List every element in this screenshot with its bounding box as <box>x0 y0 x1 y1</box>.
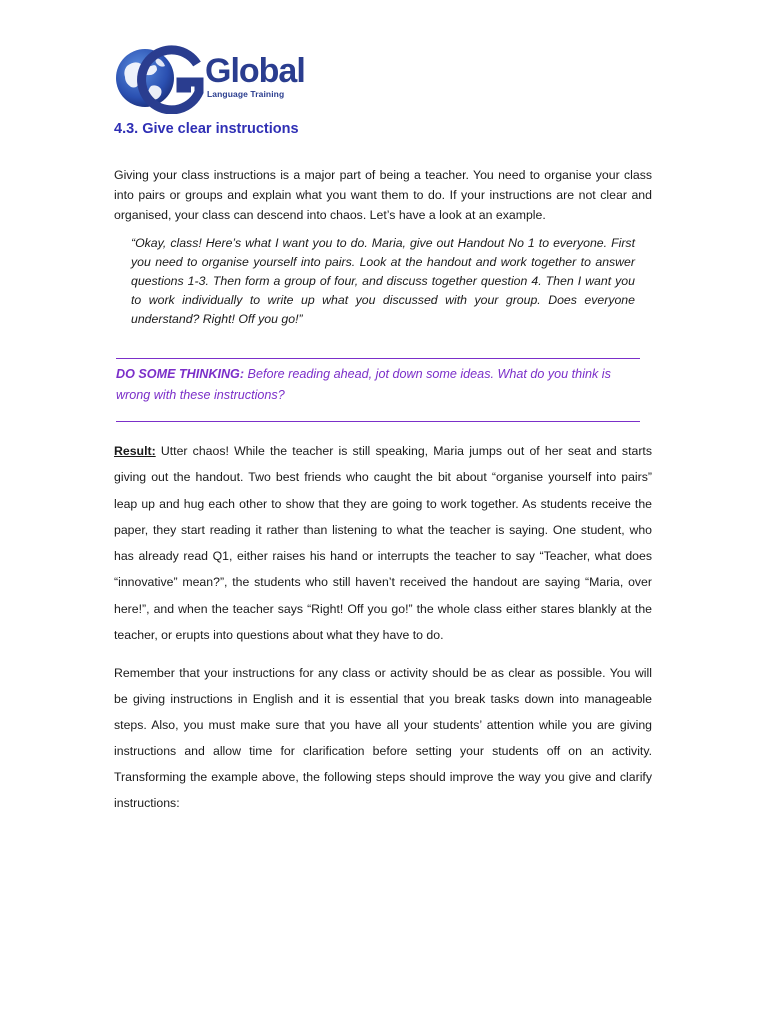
section-heading: 4.3. Give clear instructions <box>114 121 299 137</box>
result-paragraph <box>114 438 652 648</box>
logo-tagline: Language Training <box>207 89 285 99</box>
logo-wordmark: Global <box>205 52 305 90</box>
thinking-top-rule <box>116 358 640 359</box>
thinking-box <box>116 364 646 406</box>
result-text: Utter chaos! While the teacher is still speaking, Maria jumps out of her seat and starts giving out the handout. Two best friends who caught the bit about “organise yourself into pairs” leap up and hug each other to show that they are going to work together. As students receive the paper, they start reading it rather than listening to what the teacher is saying. One student, who has already read Q1, either raises his hand or interrupts the teacher to say “Teacher, what does “innovative” mean?”, the students who still haven’t received the handout are saying “Maria, over here!”, and when the teacher says “Right! Off you go!” the whole class either stares blankly at the teacher, or erupts into questions about what they have to do. <box>114 444 652 643</box>
closing-paragraph: Remember that your instructions for any class or activity should be as clear as possible. You will be giving instructions in English and it is essential that you break tasks down into manageable steps. Also, you must make sure that you have all your students’ attention while you are giving instructions and allow time for clarification before setting your students off on an activity. Transforming the example above, the following steps should improve the way you give and clarify instructions: <box>114 666 652 810</box>
thinking-label: DO SOME THINKING: <box>116 367 245 381</box>
intro-paragraph: Giving your class instructions is a major part of being a teacher. You need to organise your class into pairs or groups and explain what you want them to do. If your instructions are not clear and organised, your class can descend into chaos. Let’s have a look at an example. <box>114 168 652 222</box>
result-label: Result: <box>114 444 156 458</box>
thinking-bottom-rule <box>116 421 640 422</box>
example-quote: “Okay, class! Here’s what I want you to do. Maria, give out Handout No 1 to everyone. First you need to organise yourself into pairs. Look at the handout and work together to answer questions 1-3. Then form a group of four, and discuss together question 4. Then I want you to work individually to write up what you discussed with your group. Does everyone understand? Right! Off you go!” <box>131 236 635 326</box>
thinking-text: Before reading ahead, jot down some ideas. What do you think is wrong with these instructions? <box>116 367 611 402</box>
